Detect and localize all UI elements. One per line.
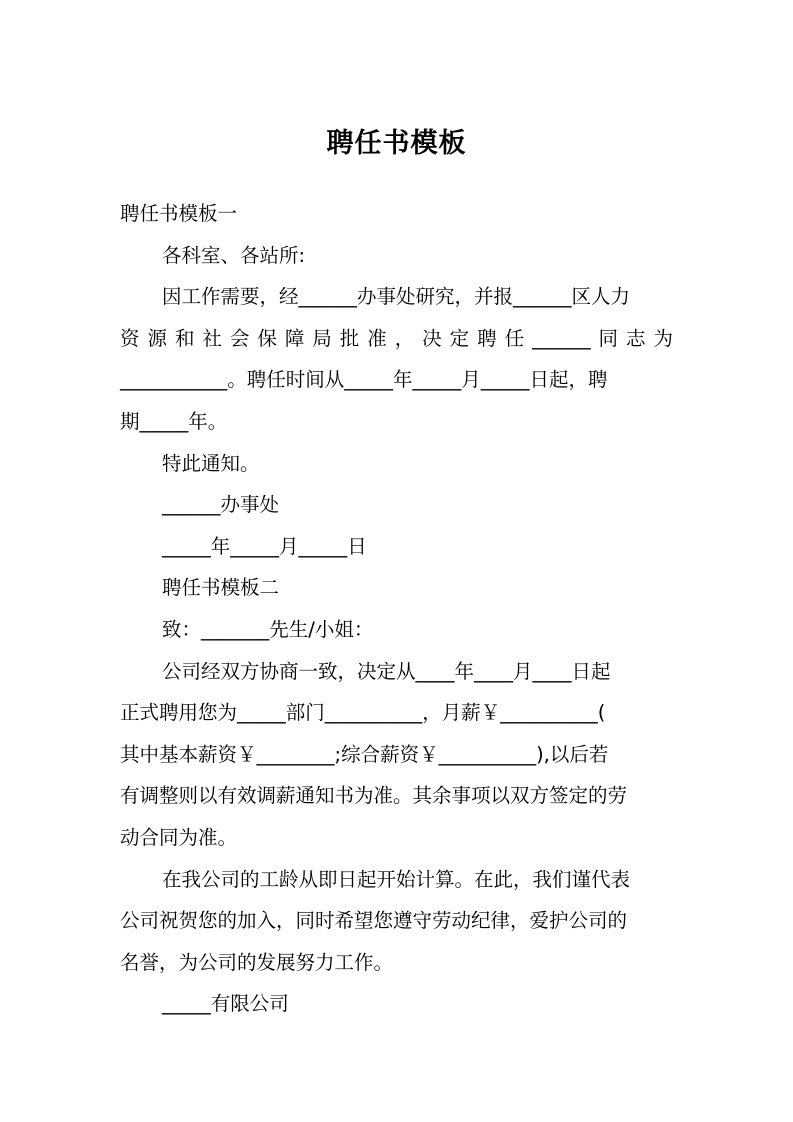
section-heading-template-one: 聘任书模板一 [120, 202, 238, 225]
paragraph-line: 资源和社会保障局批准，决定聘任______同志为 [120, 326, 673, 350]
salutation-line: 各科室、各站所: [162, 243, 306, 267]
paragraph-line: ___________。聘任时间从_____年_____月_____日起，聘 [120, 368, 608, 392]
paragraph-line: 其中基本薪资￥________;综合薪资￥__________),以后若 [120, 742, 609, 766]
section-heading-template-two: 聘任书模板二 [162, 576, 280, 600]
paragraph-line: 有调整则以有效调薪通知书为准。其余事项以双方签定的劳 [120, 784, 628, 808]
notice-line: 特此通知。 [162, 451, 260, 475]
paragraph-line: 动合同为准。 [120, 825, 238, 849]
signature-office-line: ______办事处 [162, 493, 280, 517]
paragraph-line: 期_____年。 [120, 409, 228, 433]
paragraph-line: 公司经双方协商一致，决定从____年____月____日起 [162, 659, 611, 683]
paragraph-line: 在我公司的工龄从即日起开始计算。在此，我们谨代表 [162, 867, 631, 891]
document-body [120, 193, 673, 1025]
paragraph-line: 因工作需要，经______办事处研究，并报______区人力 [162, 285, 631, 309]
document-title: 聘任书模板 [326, 128, 467, 159]
signature-date-line: _____年_____月_____日 [162, 534, 367, 558]
paragraph-line: 名誉，为公司的发展努力工作。 [120, 950, 394, 974]
salutation-line: 致：_______先生/小姐： [162, 617, 374, 641]
paragraph-line: 公司祝贺您的加入，同时希望您遵守劳动纪律，爱护公司的 [120, 909, 628, 933]
paragraph-line: 正式聘用您为_____部门__________，月薪￥__________( [120, 701, 606, 725]
signature-company-line: _____有限公司 [162, 992, 289, 1016]
